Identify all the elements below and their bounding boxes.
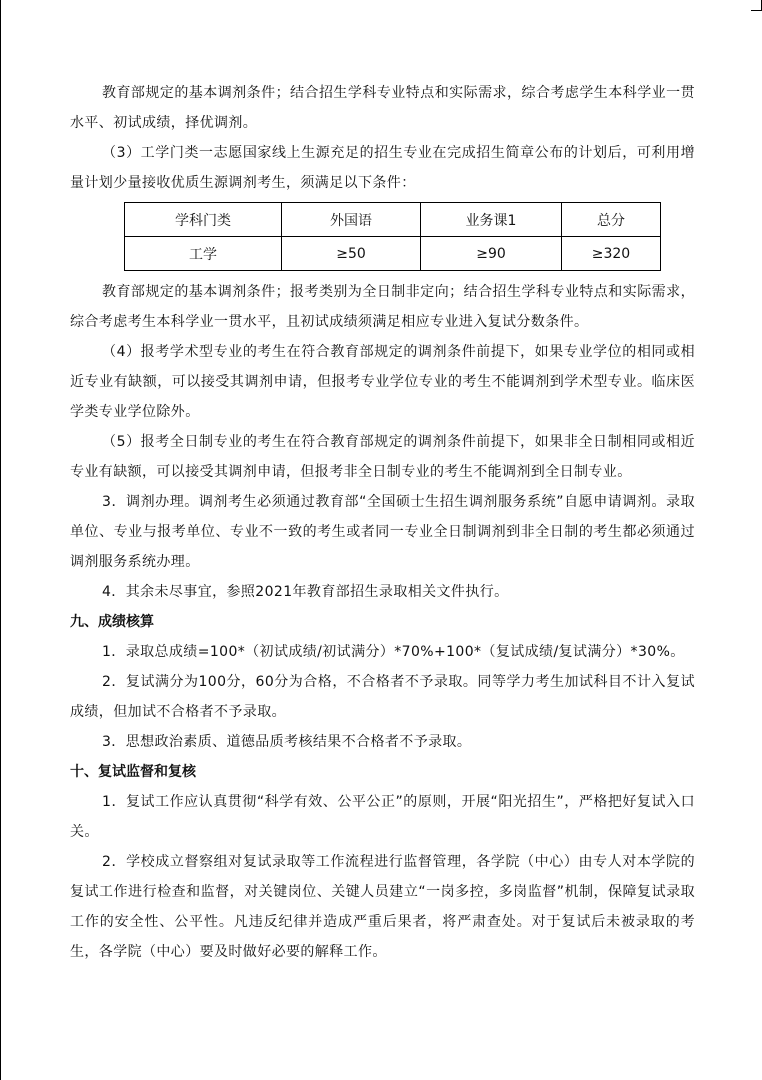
- document-page: [70, 78, 695, 967]
- paragraph-item-4: （4）报考学术型专业的考生在符合教育部规定的调剂条件前提下，如果专业学位的相同或相近专业有缺额，可以接受其调剂申请，但报考专业学位专业的考生不能调剂到学术型专业。临床医学类专业学位除外。: [70, 344, 695, 420]
- section-heading-score-calculation: 九、成绩核算: [70, 614, 154, 630]
- table-header-cell: 外国语: [282, 203, 421, 237]
- section-heading-supervision: 十、复试监督和复核: [70, 764, 196, 780]
- page-corner-mark: [751, 0, 762, 11]
- paragraph-sunshine-admission: 1．复试工作应认真贯彻“科学有效、公平公正”的原则，开展“阳光招生”，严格把好复试入口关。: [70, 794, 695, 840]
- table-header-cell: 学科门类: [125, 203, 282, 237]
- paragraph-other-matters: 4．其余未尽事宜，参照2021年教育部招生录取相关文件执行。: [102, 584, 509, 600]
- paragraph-adjustment-process: 3．调剂办理。调剂考生必须通过教育部“全国硕士生招生调剂服务系统”自愿申请调剂。录取单位、专业与报考单位、专业不一致的考生或者同一专业全日制调剂到非全日制的考生都必须通过调剂服务系统办理。: [70, 494, 695, 570]
- paragraph-supervision-group: 2．学校成立督察组对复试录取等工作流程进行监督管理，各学院（中心）由专人对本学院的复试工作进行检查和监督，对关键岗位、关键人员建立“一岗多控，多岗监督”机制，保障复试录取工作的安全性、公平性。凡违反纪律并造成严重后果者，将严肃查处。对于复试后未被录取的考生，各学院（中心）要及时做好必要的解释工作。: [70, 854, 695, 960]
- paragraph-item-5: （5）报考全日制专业的考生在符合教育部规定的调剂条件前提下，如果非全日制相同或相近专业有缺额，可以接受其调剂申请，但报考非全日制专业的考生不能调剂到全日制专业。: [70, 434, 695, 480]
- paragraph-total-score: 1．录取总成绩=100*（初试成绩/初试满分）*70%+100*（复试成绩/复试满分）*30%。: [102, 644, 685, 660]
- table-header-row: [125, 203, 661, 237]
- conditions-table: [124, 202, 661, 271]
- page-border-left: [0, 0, 1, 1080]
- table-cell: ≥50: [282, 237, 421, 271]
- paragraph-retest-full-score: 2．复试满分为100分，60分为合格，不合格者不予录取。同等学力考生加试科目不计入复试成绩，但加试不合格者不予录取。: [70, 674, 695, 720]
- table-header-cell: 总分: [562, 203, 661, 237]
- paragraph-basic-conditions: 教育部规定的基本调剂条件；结合招生学科专业特点和实际需求，综合考虑学生本科学业一贯水平、初试成绩，择优调剂。: [70, 85, 695, 131]
- table-row: [125, 237, 661, 271]
- table-cell: 工学: [125, 237, 282, 271]
- table-header-cell: 业务课1: [421, 203, 562, 237]
- table-cell: ≥320: [562, 237, 661, 271]
- paragraph-engineering-conditions: （3）工学门类一志愿国家线上生源充足的招生专业在完成招生简章公布的计划后，可利用增量计划少量接收优质生源调剂考生，须满足以下条件：: [70, 145, 695, 191]
- paragraph-basic-conditions-2: 教育部规定的基本调剂条件；报考类别为全日制非定向；结合招生学科专业特点和实际需求，综合考虑考生本科学业一贯水平，且初试成绩须满足相应专业进入复试分数条件。: [70, 284, 695, 330]
- table-cell: ≥90: [421, 237, 562, 271]
- paragraph-political-assessment: 3．思想政治素质、道德品质考核结果不合格者不予录取。: [102, 734, 472, 750]
